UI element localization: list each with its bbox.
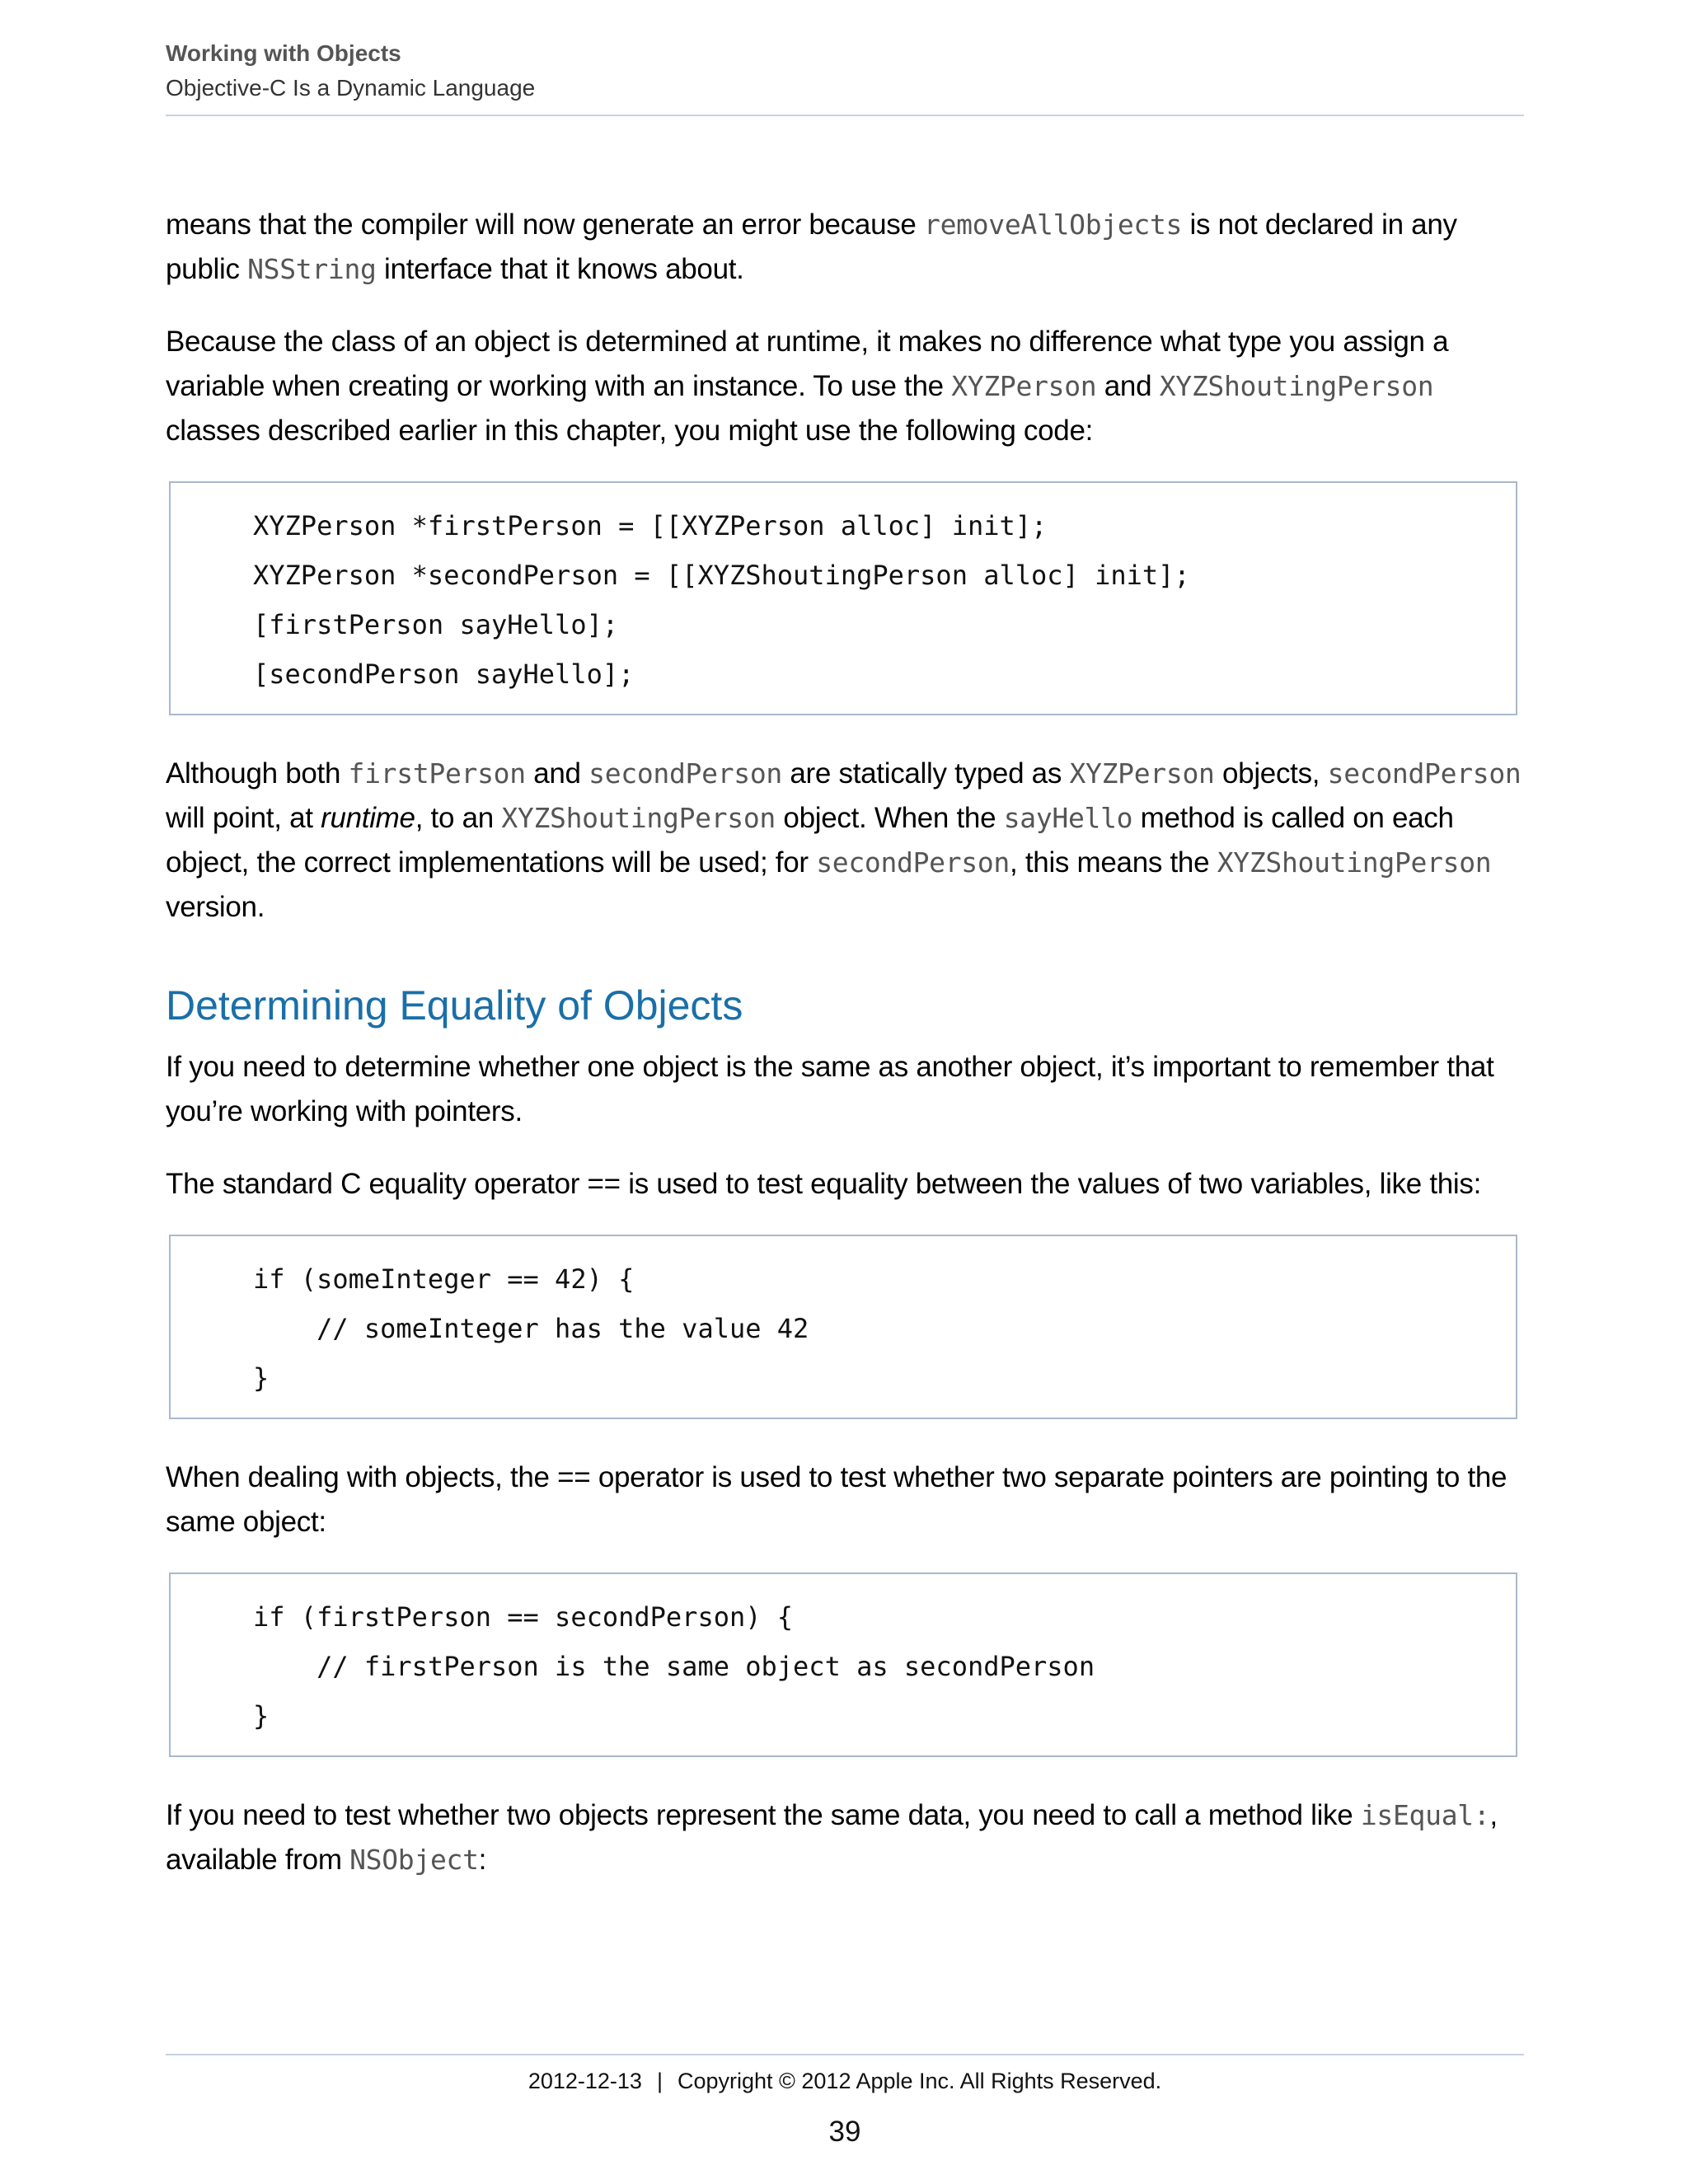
text-run: will point, at	[166, 802, 321, 834]
main-content	[166, 203, 1524, 1910]
code-term: secondPerson	[1327, 757, 1522, 790]
code-line: [firstPerson sayHello];	[253, 609, 619, 640]
page-number: 39	[828, 2116, 861, 2148]
paragraph-runtime-class	[166, 320, 1524, 453]
code-term: XYZPerson	[1069, 757, 1215, 790]
code-line: // someInteger has the value 42	[253, 1313, 809, 1344]
code-term-removeallobjects: removeAllObjects	[924, 209, 1183, 241]
code-line: }	[253, 1700, 270, 1732]
text-run: and	[525, 757, 589, 790]
text-run: :	[478, 1844, 487, 1876]
footer	[166, 2062, 1524, 2100]
footer-copyright: Copyright © 2012 Apple Inc. All Rights Reserved.	[677, 2069, 1162, 2093]
code-line: XYZPerson *firstPerson = [[XYZPerson alloc] init];	[253, 510, 1048, 541]
text-run: , this means the	[1010, 846, 1217, 879]
text-run: are statically typed as	[781, 757, 1070, 790]
text-run: Because the class of an object is determined at runtime, it makes no difference what type you assign a variable when creating or working with an instance. To use the	[166, 326, 1449, 402]
code-line: // firstPerson is the same object as secondPerson	[253, 1651, 1095, 1682]
code-term: XYZShoutingPerson	[1217, 846, 1492, 879]
paragraph-c-equality: The standard C equality operator == is used to test equality between the values of two variables, like this:	[166, 1168, 1482, 1200]
text-run: and	[1096, 370, 1160, 402]
code-term: secondPerson	[588, 757, 782, 790]
code-line: if (someInteger == 42) {	[253, 1263, 635, 1295]
text-run: classes described earlier in this chapter, you might use the following code:	[166, 415, 1094, 447]
text-run: , to an	[415, 802, 502, 834]
paragraph-pointer-comparison: When dealing with objects, the == operator is used to test whether two separate pointers are pointing to the same object:	[166, 1461, 1507, 1538]
running-header	[166, 36, 1524, 105]
text-run: Although both	[166, 757, 349, 790]
code-listing-pointer-equality	[169, 1572, 1517, 1757]
footer-divider	[166, 2054, 1524, 2055]
text-run: means that the compiler will now generate an error because	[166, 209, 925, 241]
code-term: sayHello	[1003, 802, 1133, 834]
text-run: method is called on each object, the correct implementations will be used; for	[166, 802, 1454, 879]
code-term-nsobject: NSObject	[349, 1844, 479, 1876]
code-term: secondPerson	[816, 846, 1010, 879]
code-term: XYZShoutingPerson	[501, 802, 776, 834]
paragraph-static-typing	[166, 752, 1524, 930]
section-heading-equality: Determining Equality of Objects	[166, 982, 743, 1029]
paragraph-compiler-error	[166, 203, 1524, 292]
section-title: Objective-C Is a Dynamic Language	[166, 75, 536, 101]
paragraph-isequal	[166, 1793, 1524, 1882]
code-listing-integer-equality	[169, 1235, 1517, 1419]
code-term-xyzperson: XYZPerson	[951, 370, 1097, 402]
header-divider	[166, 115, 1524, 116]
text-run: objects,	[1214, 757, 1328, 790]
text-run: interface that it knows about.	[376, 253, 744, 285]
text-run: version.	[166, 891, 265, 923]
paragraph-pointers: If you need to determine whether one object is the same as another object, it’s important to remember that you’re working with pointers.	[166, 1051, 1494, 1127]
text-run: is not declared in any public	[166, 209, 1457, 285]
code-term-isequal: isEqual:	[1360, 1799, 1490, 1831]
code-line: [secondPerson sayHello];	[253, 658, 635, 690]
text-run: , available from	[166, 1799, 1498, 1876]
chapter-title: Working with Objects	[166, 40, 401, 66]
code-line: if (firstPerson == secondPerson) {	[253, 1601, 794, 1633]
text-run: object. When the	[775, 802, 1004, 834]
code-line: }	[253, 1362, 270, 1394]
code-term-xyzshoutingperson: XYZShoutingPerson	[1159, 370, 1434, 402]
code-term-nsstring: NSString	[247, 253, 377, 285]
emphasis-runtime: runtime	[321, 802, 415, 834]
code-term: firstPerson	[348, 757, 526, 790]
footer-separator: |	[656, 2069, 663, 2093]
footer-date: 2012-12-13	[528, 2069, 642, 2093]
text-run: If you need to test whether two objects represent the same data, you need to call a method like	[166, 1799, 1361, 1831]
code-listing-say-hello	[169, 481, 1517, 715]
code-line: XYZPerson *secondPerson = [[XYZShoutingPerson alloc] init];	[253, 560, 1190, 591]
